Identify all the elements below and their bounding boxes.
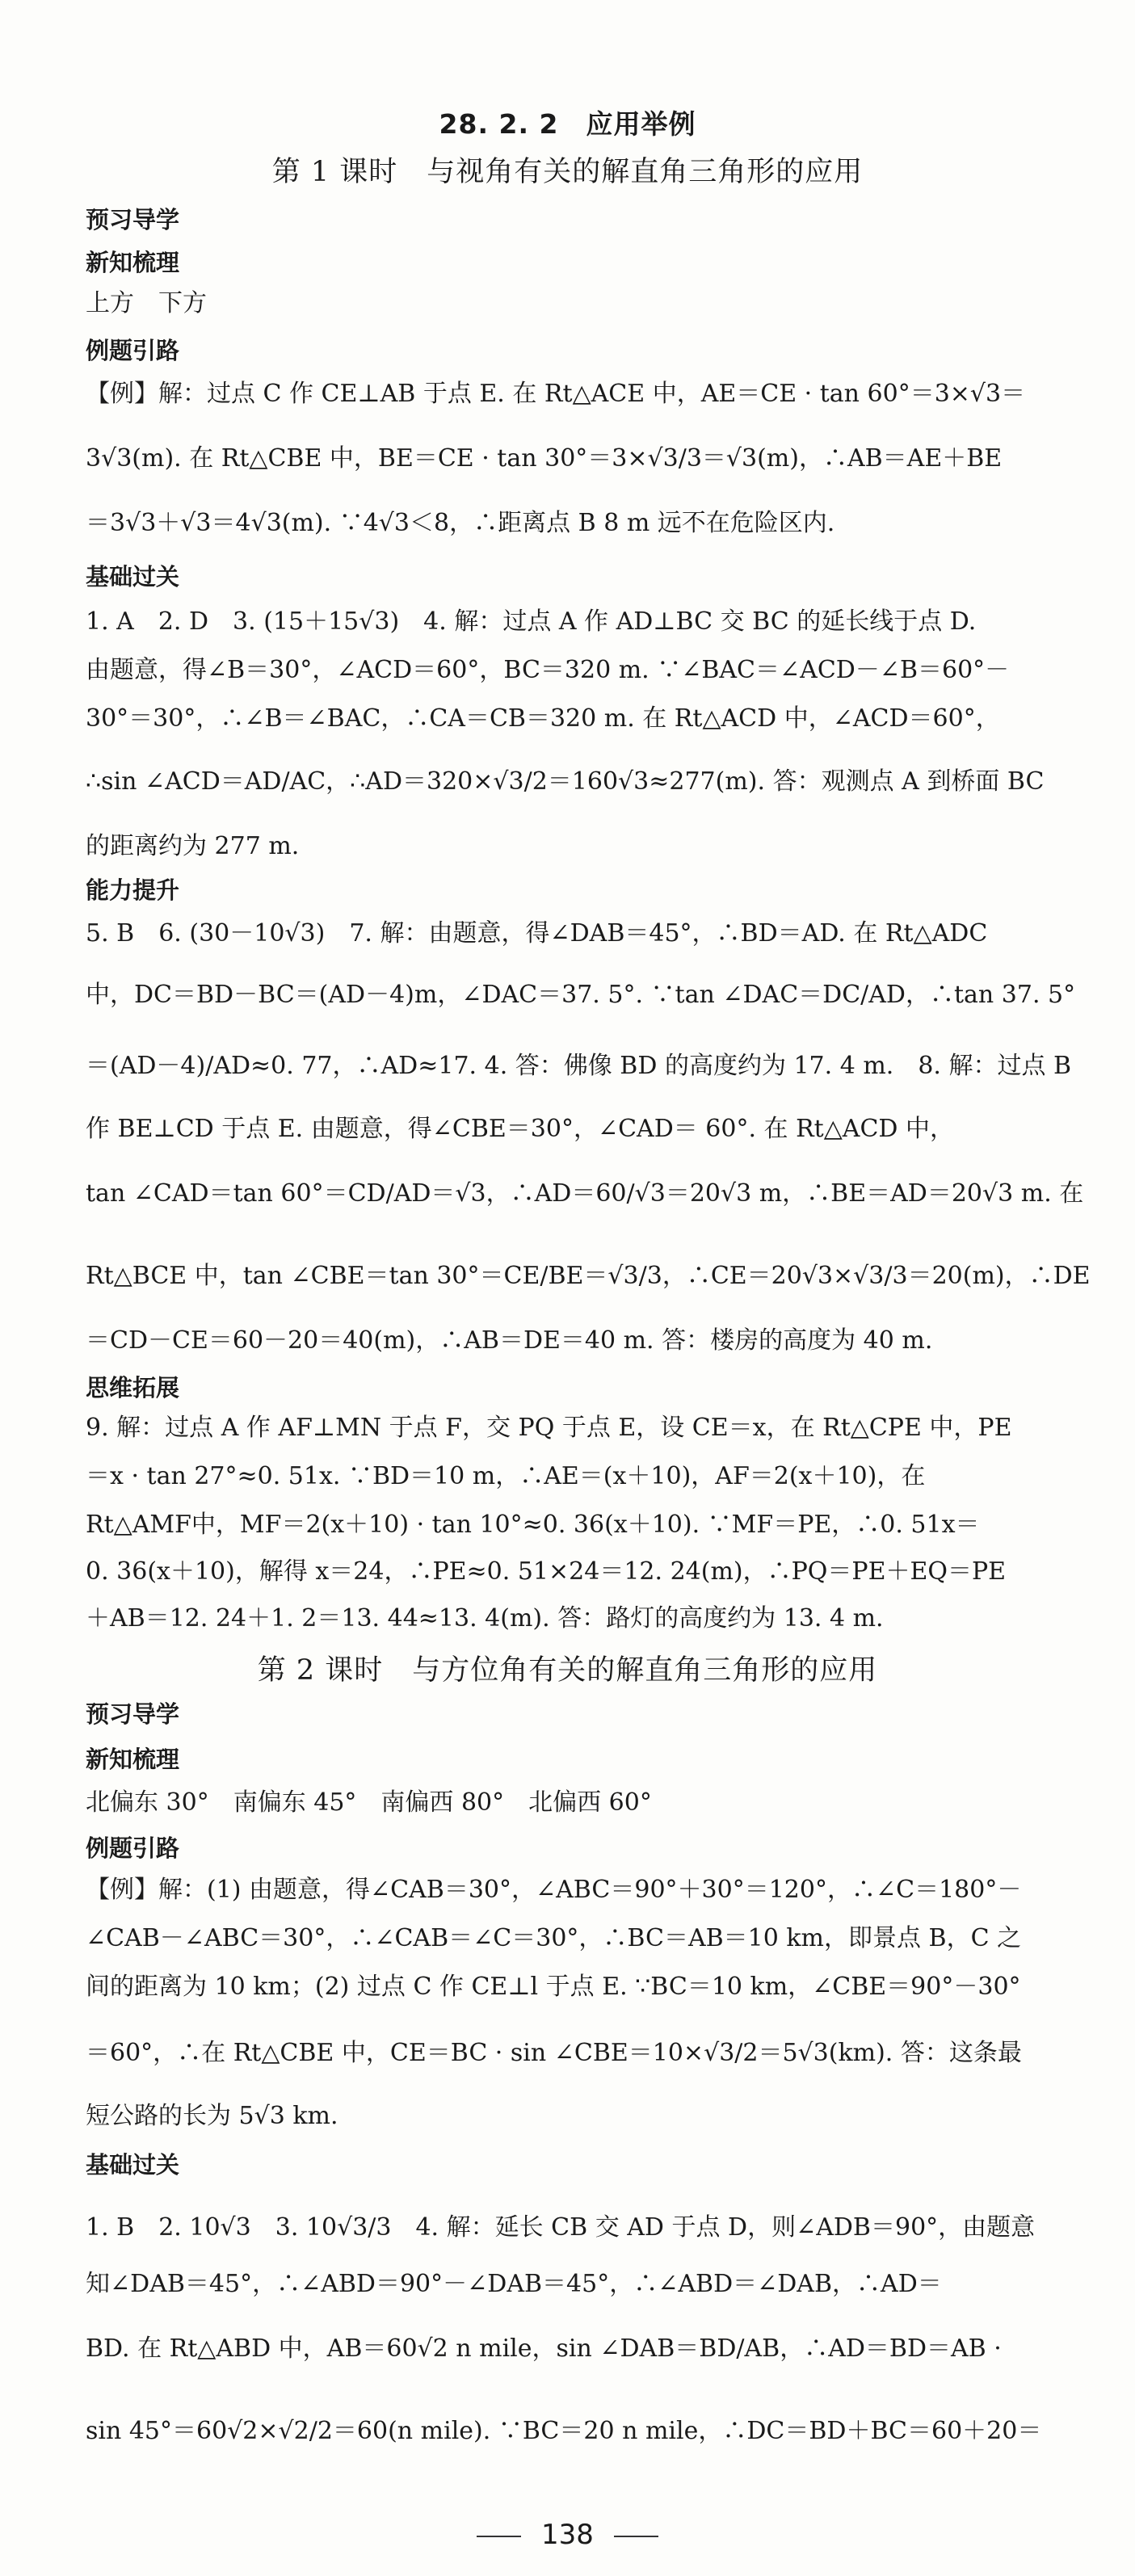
lesson2-title: 第 2 课时 与方位角有关的解直角三角形的应用 [257,1654,878,1687]
footer-dash-right [614,2536,658,2537]
lesson2-heading-example: 例题引路 [86,1834,180,1862]
lesson1-heading-preview: 预习导学 [86,206,180,233]
lesson1-expand-line: ＋AB＝12. 24＋1. 2＝13. 44≈13. 4(m). 答：路灯的高度约为 13. 4 m. [86,1604,884,1633]
lesson1-heading-ability: 能力提升 [86,876,180,904]
lesson2-example-line: 间的距离为 10 km；(2) 过点 C 作 CE⊥l 于点 E. ∵BC＝10 km，∠CBE＝90°－30° [86,1973,1021,2001]
lesson2-heading-basic: 基础过关 [86,2151,180,2179]
lesson1-expand-line: 9. 解：过点 A 作 AF⊥MN 于点 F，交 PQ 于点 E，设 CE＝x，在 Rt△CPE 中，PE [86,1414,1012,1442]
lesson2-example-line: ∠CAB－∠ABC＝30°，∴∠CAB＝∠C＝30°，∴BC＝AB＝10 km，即景点 B，C 之 [86,1924,1022,1952]
lesson1-ability-line: Rt△BCE 中，tan ∠CBE＝tan 30°＝CE/BE＝√3/3，∴CE＝20√3×√3/3＝20(m)，∴DE [86,1262,1091,1290]
lesson2-example-line: 短公路的长为 5√3 km. [86,2102,338,2130]
section-title: 28. 2. 2 应用举例 [439,108,696,140]
lesson1-example-line: ＝3√3＋√3＝4√3(m). ∵4√3＜8，∴距离点 B 8 m 远不在危险区内. [86,509,835,537]
lesson1-basic-line: 1. A 2. D 3. (15＋15√3) 4. 解：过点 A 作 AD⊥BC 交 BC 的延长线于点 D. [86,607,977,636]
lesson1-basic-line: 由题意，得∠B＝30°，∠ACD＝60°，BC＝320 m. ∵∠BAC＝∠ACD－∠B＝60°－ [86,656,1010,684]
lesson1-ability-line: ＝CD－CE＝60－20＝40(m)，∴AB＝DE＝40 m. 答：楼房的高度为 40 m. [86,1326,933,1355]
page-number-footer [0,2519,1135,2551]
lesson1-ability-line: 作 BE⊥CD 于点 E. 由题意，得∠CBE＝30°，∠CAD＝ 60°. 在 Rt△ACD 中， [86,1115,955,1143]
lesson1-heading-expand: 思维拓展 [86,1374,180,1401]
lesson2-basic-line: BD. 在 Rt△ABD 中，AB＝60√2 n mile，sin ∠DAB＝BD/AB，∴AD＝BD＝AB · [86,2334,1002,2363]
lesson1-heading-example: 例题引路 [86,337,180,364]
lesson1-heading-new: 新知梳理 [86,249,180,276]
lesson2-new-answer: 北偏东 30° 南偏东 45° 南偏西 80° 北偏西 60° [86,1788,652,1817]
lesson2-basic-line: 知∠DAB＝45°，∴∠ABD＝90°－∠DAB＝45°，∴∠ABD＝∠DAB，∴AD＝ [86,2270,942,2298]
lesson2-example-line: 【例】解：(1) 由题意，得∠CAB＝30°，∠ABC＝90°＋30°＝120°，∴∠C＝180°－ [86,1876,1022,1904]
lesson1-basic-line: 30°＝30°，∴∠B＝∠BAC，∴CA＝CB＝320 m. 在 Rt△ACD 中，∠ACD＝60°， [86,704,1000,733]
lesson1-ability-line: tan ∠CAD＝tan 60°＝CD/AD＝√3，∴AD＝60/√3＝20√3 m，∴BE＝AD＝20√3 m. 在 [86,1179,1084,1208]
lesson1-ability-line: 5. B 6. (30－10√3) 7. 解：由题意，得∠DAB＝45°，∴BD＝AD. 在 Rt△ADC [86,919,988,948]
lesson2-heading-preview: 预习导学 [86,1700,180,1728]
lesson1-basic-line: 的距离约为 277 m. [86,832,300,860]
lesson1-expand-line: ＝x · tan 27°≈0. 51x. ∵BD＝10 m，∴AE＝(x＋10)，AF＝2(x＋10)，在 [86,1462,926,1490]
lesson1-expand-line: Rt△AMF中，MF＝2(x＋10) · tan 10°≈0. 36(x＋10). ∵MF＝PE，∴0. 51x＝ [86,1511,980,1539]
lesson1-example-line: 3√3(m). 在 Rt△CBE 中，BE＝CE · tan 30°＝3×√3/3＝√3(m)，∴AB＝AE＋BE [86,444,1003,473]
lesson2-heading-new: 新知梳理 [86,1746,180,1773]
lesson1-title: 第 1 课时 与视角有关的解直角三角形的应用 [271,156,864,188]
lesson1-heading-basic: 基础过关 [86,563,180,590]
lesson1-basic-line: ∴sin ∠ACD＝AD/AC，∴AD＝320×√3/2＝160√3≈277(m). 答：观测点 A 到桥面 BC [86,767,1045,796]
lesson2-example-line: ＝60°，∴在 Rt△CBE 中，CE＝BC · sin ∠CBE＝10×√3/2＝5√3(km). 答：这条最 [86,2039,1022,2067]
lesson2-basic-line: sin 45°＝60√2×√2/2＝60(n mile). ∵BC＝20 n mile，∴DC＝BD＋BC＝60＋20＝ [86,2417,1042,2445]
lesson1-expand-line: 0. 36(x＋10)，解得 x＝24，∴PE≈0. 51×24＝12. 24(m)，∴PQ＝PE＋EQ＝PE [86,1557,1007,1586]
lesson1-ability-line: ＝(AD－4)/AD≈0. 77，∴AD≈17. 4. 答：佛像 BD 的高度约为 17. 4 m. 8. 解：过点 B [86,1052,1072,1080]
lesson1-example-line: 【例】解：过点 C 作 CE⊥AB 于点 E. 在 Rt△ACE 中，AE＝CE · tan 60°＝3×√3＝ [86,380,1026,408]
lesson1-ability-line: 中，DC＝BD－BC＝(AD－4)m，∠DAC＝37. 5°. ∵tan ∠DAC＝DC/AD，∴tan 37. 5° [86,981,1076,1009]
footer-dash-left [477,2536,521,2537]
lesson1-new-answer: 上方 下方 [86,289,207,317]
lesson2-basic-line: 1. B 2. 10√3 3. 10√3/3 4. 解：延长 CB 交 AD 于点 D，则∠ADB＝90°，由题意 [86,2213,1036,2242]
page-number: 138 [541,2519,594,2551]
